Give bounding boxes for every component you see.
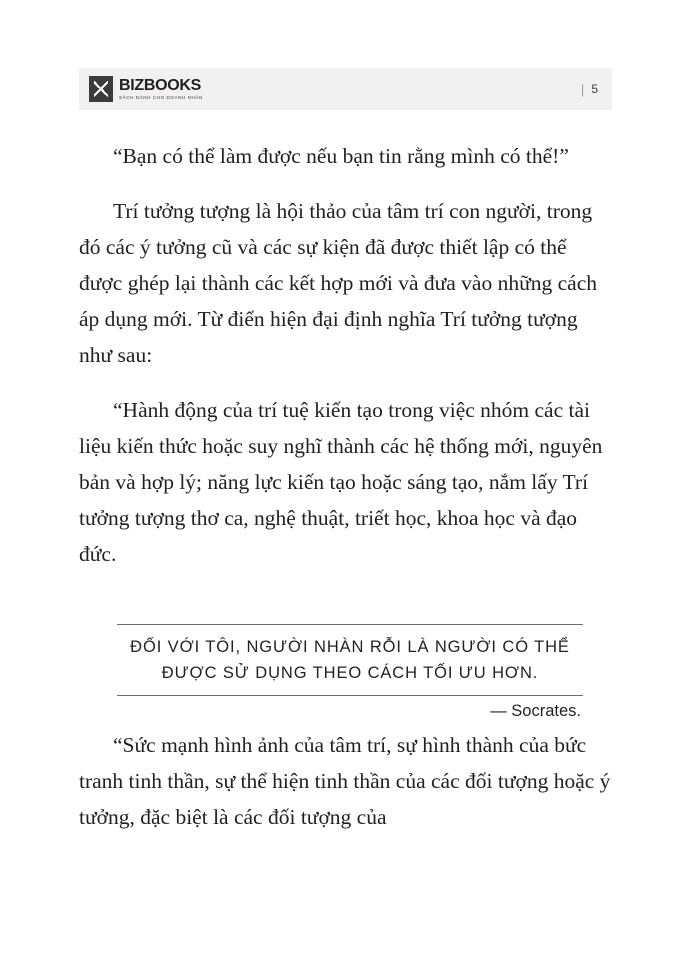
paragraph-4: “Sức mạnh hình ảnh của tâm trí, sự hình thành của bức tranh tinh thần, sự thể hiện tinh thần của các đối tượng hoặc ý tưởng, đặc biệt là các đối tượng của bbox=[79, 733, 611, 829]
logo-word-biz: BIZ bbox=[119, 76, 144, 94]
paragraph-2: Trí tưởng tượng là hội thảo của tâm trí con người, trong đó các ý tưởng cũ và các sự kiện đã được thiết lập có thể được ghép lại thành các kết hợp mới và đưa vào những cách áp dụng mới. Từ điển hiện đại định nghĩa Trí tưởng tượng như sau: bbox=[79, 199, 598, 367]
bizbooks-logo-icon bbox=[89, 76, 113, 102]
logo-word-books: BOOKS bbox=[143, 76, 202, 94]
logo-tagline: SÁCH DÀNH CHO DOANH NHÂN bbox=[119, 94, 203, 100]
paragraph-1: “Bạn có thể làm được nếu bạn tin rằng mình có thể!” bbox=[113, 144, 569, 168]
pull-quote-attribution: — Socrates. bbox=[490, 702, 581, 720]
logo-text-block bbox=[119, 78, 203, 101]
page-content bbox=[79, 138, 614, 835]
logo-wordmark bbox=[119, 78, 203, 94]
pull-quote-text: ĐỐI VỚI TÔI, NGƯỜI NHÀN RỖI LÀ NGƯỜI CÓ THỂ ĐƯỢC SỬ DỤNG THEO CÁCH TỐI ƯU HƠN. bbox=[130, 638, 570, 682]
page-number-separator: | bbox=[580, 81, 585, 97]
pull-quote bbox=[117, 616, 583, 727]
paragraph-3: “Hành động của trí tuệ kiến tạo trong việc nhóm các tài liệu kiến thức hoặc suy nghĩ thành các hệ thống mới, nguyên bản và hợp lý; năng lực kiến tạo hoặc sáng tạo, nắm lấy Trí tưởng tượng thơ ca, nghệ thuật, triết học, khoa học và đạo đức. bbox=[79, 398, 603, 566]
page-number: 5 bbox=[591, 82, 598, 96]
bizbooks-logo bbox=[79, 76, 203, 102]
page-number-block bbox=[581, 82, 612, 97]
page-header bbox=[79, 68, 612, 110]
